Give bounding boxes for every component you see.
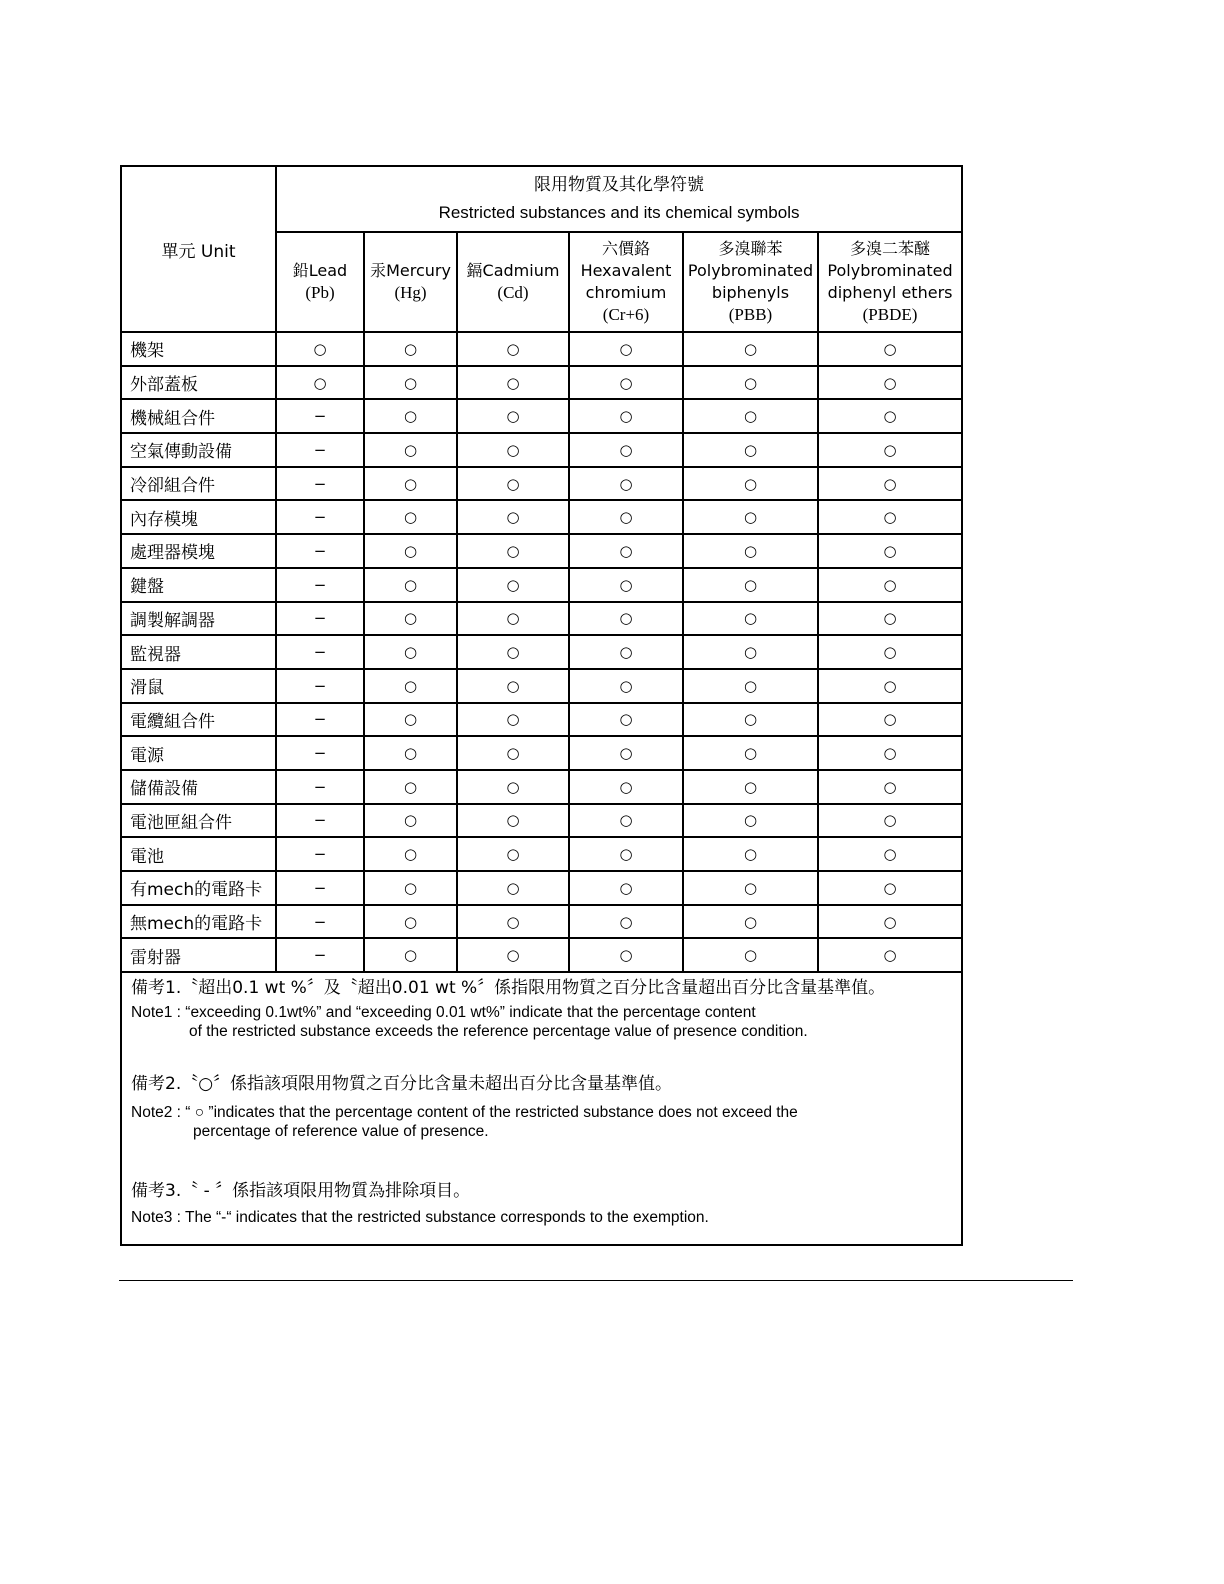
substance-mark: ○ xyxy=(818,534,961,568)
substance-mark: ○ xyxy=(569,736,683,770)
substance-mark: ○ xyxy=(569,837,683,871)
table-row xyxy=(122,837,961,871)
substance-mark: ○ xyxy=(569,938,683,972)
substance-mark: − xyxy=(276,871,364,905)
table-row xyxy=(122,703,961,737)
substance-name: 鎘Cadmium xyxy=(466,261,560,280)
table-row xyxy=(122,433,961,467)
component-label: 滑鼠 xyxy=(122,669,276,703)
substance-mark: ○ xyxy=(364,938,457,972)
substance-symbol: (Cd) xyxy=(497,283,529,302)
substance-mark: ○ xyxy=(569,871,683,905)
substance-mark: ○ xyxy=(818,500,961,534)
substance-mark: ○ xyxy=(683,837,818,871)
substance-mark: − xyxy=(276,736,364,770)
table-row xyxy=(122,467,961,501)
substance-mark: ○ xyxy=(569,332,683,366)
substance-header-cadmium xyxy=(457,232,569,332)
substance-mark: − xyxy=(276,568,364,602)
substance-mark: ○ xyxy=(569,534,683,568)
substance-mark: ○ xyxy=(818,837,961,871)
substance-mark: ○ xyxy=(569,602,683,636)
component-label: 調製解調器 xyxy=(122,602,276,636)
table-title xyxy=(276,167,961,232)
table-row xyxy=(122,736,961,770)
substance-mark: ○ xyxy=(457,703,569,737)
substance-mark: ○ xyxy=(457,635,569,669)
substance-mark: ○ xyxy=(457,669,569,703)
substance-mark: − xyxy=(276,433,364,467)
substance-mark: ○ xyxy=(818,568,961,602)
table-row xyxy=(122,905,961,939)
substance-mark: ○ xyxy=(818,366,961,400)
substance-mark: − xyxy=(276,602,364,636)
substance-mark: ○ xyxy=(818,433,961,467)
substance-mark: ○ xyxy=(818,669,961,703)
substance-mark: ○ xyxy=(569,703,683,737)
substance-mark: ○ xyxy=(818,938,961,972)
substance-mark: ○ xyxy=(683,635,818,669)
substance-mark: ○ xyxy=(569,467,683,501)
substance-symbol: (Pb) xyxy=(305,283,335,302)
unit-header: 單元 Unit xyxy=(122,167,276,332)
table-row xyxy=(122,871,961,905)
substance-header-pbde xyxy=(818,232,961,332)
substance-mark: ○ xyxy=(683,770,818,804)
note3-chinese: 備考3.〝 - 〞係指該項限用物質為排除項目。 xyxy=(131,1181,471,1201)
substance-mark: ○ xyxy=(683,366,818,400)
substance-mark: ○ xyxy=(457,770,569,804)
title-english: Restricted substances and its chemical symbols xyxy=(438,203,800,222)
substance-mark: − xyxy=(276,703,364,737)
substance-mark: − xyxy=(276,804,364,838)
substance-mark: ○ xyxy=(364,568,457,602)
substance-mark: ○ xyxy=(818,703,961,737)
substance-mark: ○ xyxy=(683,568,818,602)
table-row xyxy=(122,669,961,703)
component-label: 無mech的電路卡 xyxy=(122,905,276,939)
substance-mark: ○ xyxy=(683,534,818,568)
substance-mark: ○ xyxy=(457,905,569,939)
substance-mark: ○ xyxy=(683,467,818,501)
substance-mark: ○ xyxy=(364,669,457,703)
substance-mark: ○ xyxy=(818,804,961,838)
substance-mark: ○ xyxy=(364,467,457,501)
substance-mark: ○ xyxy=(364,804,457,838)
substance-mark: ○ xyxy=(364,534,457,568)
component-label: 有mech的電路卡 xyxy=(122,871,276,905)
substance-name-en: Polybrominated xyxy=(827,261,953,280)
substance-mark: ○ xyxy=(457,399,569,433)
substance-name-en: Hexavalent xyxy=(580,261,672,280)
table-row xyxy=(122,568,961,602)
substance-header-lead xyxy=(276,232,364,332)
substance-mark: ○ xyxy=(683,905,818,939)
component-label: 空氣傳動設備 xyxy=(122,433,276,467)
substance-mark: − xyxy=(276,467,364,501)
component-label: 機械組合件 xyxy=(122,399,276,433)
substance-mark: ○ xyxy=(364,703,457,737)
substance-header-chromium xyxy=(569,232,683,332)
note1-chinese: 備考1.〝超出0.1 wt %〞及〝超出0.01 wt %〞係指限用物質之百分比含量超出百分比含量基準值。 xyxy=(131,978,886,998)
substance-mark: ○ xyxy=(569,366,683,400)
substance-mark: − xyxy=(276,770,364,804)
component-label: 電纜組合件 xyxy=(122,703,276,737)
substance-mark: ○ xyxy=(364,399,457,433)
substance-mark: ○ xyxy=(457,467,569,501)
substance-mark: ○ xyxy=(457,736,569,770)
substance-mark: ○ xyxy=(364,366,457,400)
table-row xyxy=(122,500,961,534)
component-label: 儲備設備 xyxy=(122,770,276,804)
note2-english-cont: percentage of reference value of presence. xyxy=(193,1123,489,1140)
substance-mark: ○ xyxy=(457,534,569,568)
substance-mark: ○ xyxy=(457,602,569,636)
note1-english-cont: of the restricted substance exceeds the reference percentage value of presence condition. xyxy=(189,1023,808,1040)
substance-symbol: (Hg) xyxy=(394,283,427,302)
substance-mark: ○ xyxy=(457,500,569,534)
substance-mark: ○ xyxy=(364,433,457,467)
table-row xyxy=(122,602,961,636)
substance-mark: − xyxy=(276,534,364,568)
substance-mark: ○ xyxy=(457,837,569,871)
substance-symbol: (PBDE) xyxy=(862,305,918,324)
substance-mark: ○ xyxy=(569,635,683,669)
substance-mark: ○ xyxy=(818,332,961,366)
substance-mark: ○ xyxy=(364,635,457,669)
substance-mark: ○ xyxy=(457,804,569,838)
substance-mark: ○ xyxy=(683,399,818,433)
table-row xyxy=(122,804,961,838)
substance-mark: ○ xyxy=(818,399,961,433)
table-row xyxy=(122,332,961,366)
substance-name-zh: 多溴二苯醚 xyxy=(850,239,931,258)
substance-mark: ○ xyxy=(457,366,569,400)
component-label: 電池 xyxy=(122,837,276,871)
substance-mark: ○ xyxy=(683,703,818,737)
table-row xyxy=(122,770,961,804)
substance-name: 鉛Lead xyxy=(292,261,348,280)
substance-mark: ○ xyxy=(683,332,818,366)
substance-mark: ○ xyxy=(364,332,457,366)
substance-mark: ○ xyxy=(276,332,364,366)
rohs-table-frame xyxy=(120,165,963,1246)
substance-mark: ○ xyxy=(683,736,818,770)
substance-mark: ○ xyxy=(364,500,457,534)
substance-mark: − xyxy=(276,905,364,939)
substance-mark: ○ xyxy=(457,568,569,602)
substance-mark: ○ xyxy=(364,736,457,770)
substance-header-pbb xyxy=(683,232,818,332)
table-row xyxy=(122,399,961,433)
substance-mark: ○ xyxy=(683,938,818,972)
substance-name: 汞Mercury xyxy=(370,261,451,280)
substance-mark: ○ xyxy=(818,467,961,501)
substance-symbol: (Cr+6) xyxy=(602,305,650,324)
substance-mark: − xyxy=(276,669,364,703)
substance-mark: ○ xyxy=(364,770,457,804)
component-label: 電源 xyxy=(122,736,276,770)
substance-mark: ○ xyxy=(569,804,683,838)
note2-chinese: 備考2.〝○〞係指該項限用物質之百分比含量未超出百分比含量基準值。 xyxy=(131,1074,673,1094)
table-row xyxy=(122,635,961,669)
substance-mark: ○ xyxy=(683,602,818,636)
substance-mark: ○ xyxy=(569,433,683,467)
component-label: 鍵盤 xyxy=(122,568,276,602)
title-chinese: 限用物質及其化學符號 xyxy=(534,175,705,195)
substance-mark: − xyxy=(276,500,364,534)
substance-mark: ○ xyxy=(364,837,457,871)
substance-mark: ○ xyxy=(683,433,818,467)
restricted-substances-table xyxy=(122,167,961,973)
substance-mark: ○ xyxy=(818,736,961,770)
substance-mark: ○ xyxy=(457,433,569,467)
substance-mark: ○ xyxy=(569,500,683,534)
substance-mark: ○ xyxy=(457,332,569,366)
note1-english: Note1 : “exceeding 0.1wt%” and “exceeding 0.01 wt%” indicate that the percentage content xyxy=(131,1004,756,1021)
substance-name-en: chromium xyxy=(585,283,667,302)
note3-english: Note3 : The “-“ indicates that the restricted substance corresponds to the exemption. xyxy=(131,1209,709,1226)
substance-header-mercury xyxy=(364,232,457,332)
substance-mark: ○ xyxy=(818,905,961,939)
component-label: 內存模塊 xyxy=(122,500,276,534)
component-label: 電池匣組合件 xyxy=(122,804,276,838)
substance-mark: ○ xyxy=(683,669,818,703)
substance-mark: ○ xyxy=(569,770,683,804)
substance-mark: ○ xyxy=(457,938,569,972)
substance-mark: − xyxy=(276,635,364,669)
substance-name-en: diphenyl ethers xyxy=(827,283,953,302)
substance-mark: ○ xyxy=(364,871,457,905)
component-label: 監視器 xyxy=(122,635,276,669)
substance-mark: ○ xyxy=(569,905,683,939)
table-row xyxy=(122,366,961,400)
substance-mark: − xyxy=(276,837,364,871)
substance-mark: ○ xyxy=(457,871,569,905)
substance-mark: − xyxy=(276,399,364,433)
substance-name-en: biphenyls xyxy=(711,283,790,302)
table-row xyxy=(122,938,961,972)
notes-section xyxy=(122,973,961,1227)
component-label: 外部蓋板 xyxy=(122,366,276,400)
component-label: 機架 xyxy=(122,332,276,366)
substance-mark: ○ xyxy=(818,602,961,636)
substance-mark: ○ xyxy=(569,568,683,602)
component-label: 雷射器 xyxy=(122,938,276,972)
component-label: 處理器模塊 xyxy=(122,534,276,568)
substance-mark: ○ xyxy=(683,500,818,534)
substance-name-zh: 多溴聯苯 xyxy=(718,239,783,258)
note2-english: Note2 : “ ○ ”indicates that the percentage content of the restricted substance does not exceed the xyxy=(131,1104,798,1121)
component-label: 冷卻組合件 xyxy=(122,467,276,501)
substance-mark: ○ xyxy=(569,399,683,433)
substance-mark: ○ xyxy=(818,770,961,804)
substance-mark: ○ xyxy=(276,366,364,400)
substance-mark: ○ xyxy=(364,905,457,939)
substance-mark: ○ xyxy=(818,635,961,669)
substance-mark: ○ xyxy=(818,871,961,905)
substance-mark: ○ xyxy=(569,669,683,703)
substance-mark: ○ xyxy=(683,871,818,905)
table-row xyxy=(122,534,961,568)
substance-mark: ○ xyxy=(683,804,818,838)
substance-name-zh: 六價鉻 xyxy=(601,239,650,258)
substance-mark: − xyxy=(276,938,364,972)
substance-name-en: Polybrominated xyxy=(687,261,814,280)
substance-symbol: (PBB) xyxy=(728,305,773,324)
substance-mark: ○ xyxy=(364,602,457,636)
horizontal-rule xyxy=(119,1280,1073,1281)
